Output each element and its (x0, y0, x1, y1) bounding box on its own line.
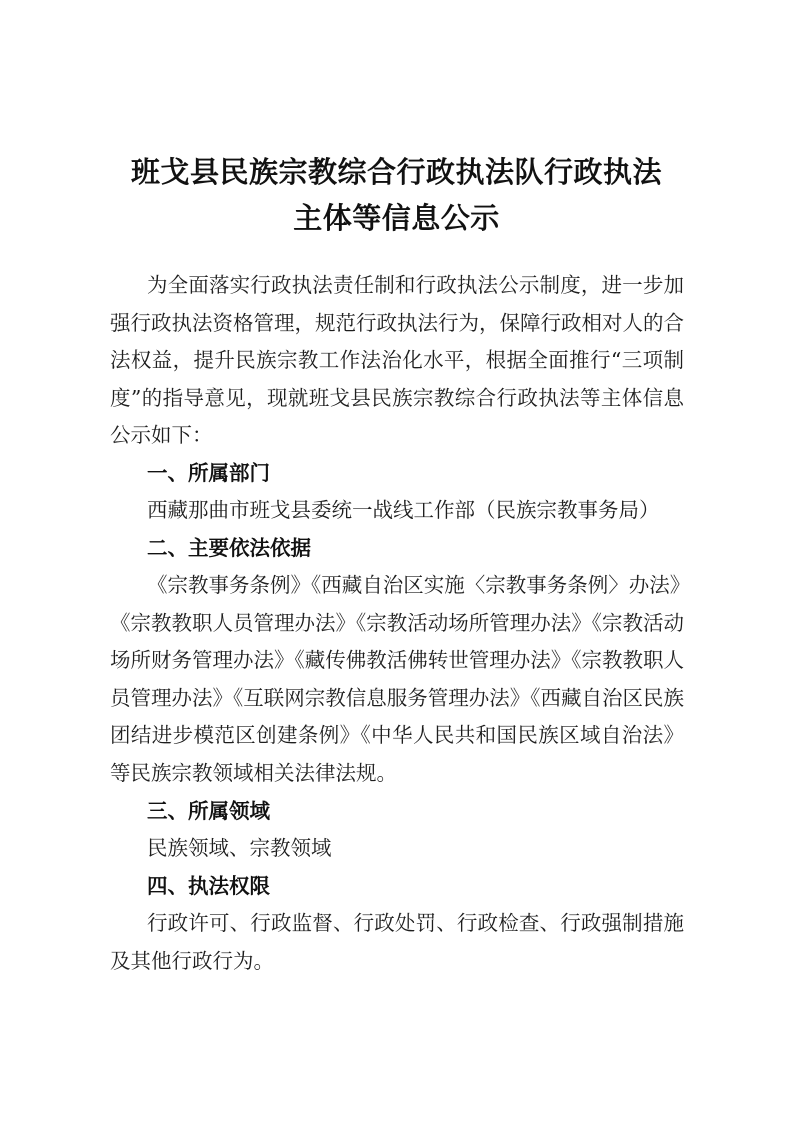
section-heading-legal-basis: 二、主要依法依据 (147, 536, 311, 560)
legal-basis-line: 《宗教教职人员管理办法》《宗教活动场所管理办法》《宗教活动 (110, 611, 684, 635)
legal-basis-line: 团结进步模范区创建条例》《中华人民共和国民族区域自治法》 (110, 723, 684, 747)
section-text-department: 西藏那曲市班戈县委统一战线工作部（民族宗教事务局） (147, 498, 660, 522)
section-heading-authority: 四、执法权限 (147, 874, 270, 898)
legal-basis-line: 等民族宗教领域相关法律法规。 (110, 761, 397, 785)
legal-basis-line: 《宗教事务条例》《西藏自治区实施〈宗教事务条例〉办法》 (147, 573, 691, 597)
intro-line: 为全面落实行政执法责任制和行政执法公示制度，进一步加 (147, 273, 684, 297)
authority-line: 行政许可、行政监督、行政处罚、行政检查、行政强制措施 (147, 911, 684, 935)
intro-line: 度”的指导意见，现就班戈县民族宗教综合行政执法等主体信息 (110, 386, 684, 410)
legal-basis-line: 场所财务管理办法》《藏传佛教活佛转世管理办法》《宗教教职人 (110, 648, 684, 672)
section-heading-department: 一、所属部门 (147, 461, 270, 485)
intro-line: 强行政执法资格管理，规范行政执法行为，保障行政相对人的合 (110, 311, 684, 335)
document-title-line-2: 主体等信息公示 (293, 201, 500, 235)
intro-line: 法权益，提升民族宗教工作法治化水平，根据全面推行“三项制 (110, 348, 684, 372)
section-heading-domain: 三、所属领域 (147, 799, 270, 823)
authority-line: 及其他行政行为。 (110, 949, 274, 973)
section-text-domain: 民族领域、宗教领域 (147, 836, 332, 860)
legal-basis-line: 员管理办法》《互联网宗教信息服务管理办法》《西藏自治区民族 (110, 686, 684, 710)
intro-line: 公示如下： (110, 423, 213, 447)
document-title-line-1: 班戈县民族宗教综合行政执法队行政执法 (130, 155, 662, 189)
